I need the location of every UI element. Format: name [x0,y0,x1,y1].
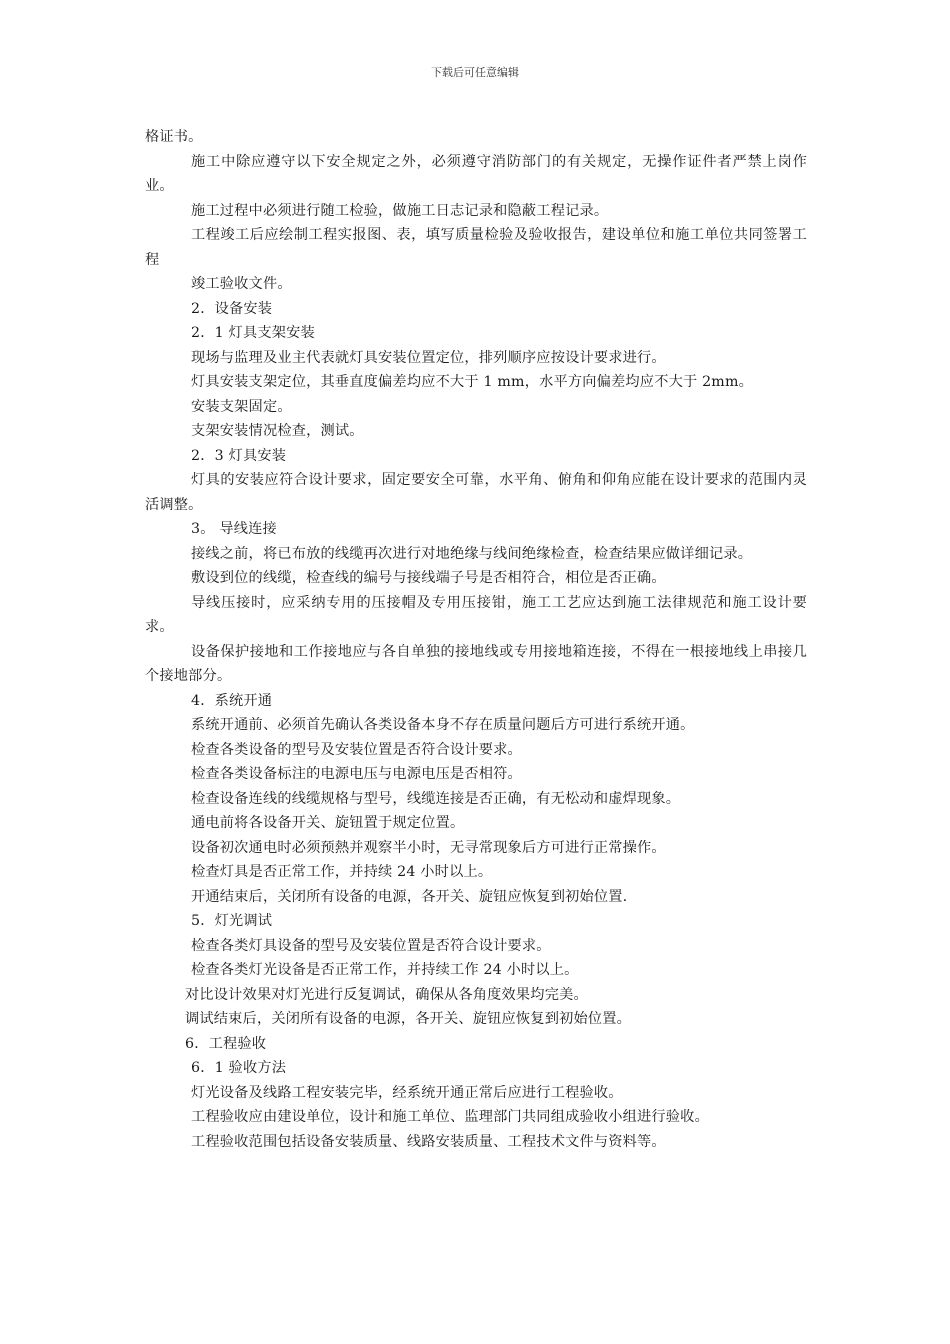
paragraph: 对比设计效果对灯光进行反复调试，确保从各角度效果均完美。 [185,986,588,1003]
section-heading: 4．系统开通 [191,692,273,709]
paragraph: 灯具安装支架定位，其垂直度偏差均应不大于 1 mm，水平方向偏差均应不大于 2mm。 [191,374,753,390]
paragraph: 开通结束后，关闭所有设备的电源，各开关、旋钮应恢复到初始位置. [191,888,628,905]
paragraph: 支架安装情况检查，测试。 [191,423,364,439]
paragraph: 检查灯具是否正常工作，并持续 24 小时以上。 [191,864,493,880]
paragraph: 工程竣工后应绘制工程实报图、表，填写质量检验及验收报告，建设单位和施工单位共同签署工程 [145,227,807,268]
paragraph: 工程验收应由建设单位，设计和施工单位、监理部门共同组成验收小组进行验收。 [191,1109,709,1125]
paragraph: 设备初次通电时必须预熱并观察半小时，无寻常现象后方可进行正常操作。 [191,839,666,856]
paragraph: 灯具的安装应符合设计要求，固定要安全可靠，水平角、俯角和仰角应能在设计要求的范围内灵活调整。 [145,472,807,513]
paragraph: 施工中除应遵守以下安全规定之外，必须遵守消防部门的有关规定，无操作证件者严禁上岗作业。 [145,153,807,194]
paragraph: 导线压接时，应采纳专用的压接帽及专用压接钳，施工工艺应达到施工法律规范和施工设计要求。 [145,594,807,635]
paragraph: 通电前将各设备开关、旋钮置于规定位置。 [191,815,465,831]
paragraph: 检查各类设备标注的电源电压与电源电压是否相符。 [191,766,522,782]
subsection-heading: 6．1 验收方法 [191,1060,287,1076]
subsection-heading: 2．1 灯具支架安装 [191,325,315,341]
section-heading: 5．灯光调试 [191,913,273,929]
section-heading: 6．工程验收 [185,1035,267,1052]
paragraph: 检查各类灯具设备的型号及安装位置是否符合设计要求。 [191,937,551,954]
paragraph: 现场与监理及业主代表就灯具安装位置定位，排列顺序应按设计要求进行。 [191,349,666,366]
paragraph: 施工过程中必须进行随工检验，做施工日志记录和隐蔽工程记录。 [191,202,609,219]
paragraph: 格证书。 [145,129,203,145]
document-body [145,125,807,1154]
paragraph: 安装支架固定。 [191,398,292,415]
paragraph: 检查各类灯光设备是否正常工作，并持续工作 24 小时以上。 [191,962,579,978]
paragraph: 系统开通前、必须首先确认各类设备本身不存在质量问题后方可进行系统开通。 [191,717,695,733]
paragraph: 工程验收范围包括设备安装质量、线路安装质量、工程技术文件与资料等。 [191,1133,666,1150]
paragraph: 检查各类设备的型号及安装位置是否符合设计要求。 [191,741,522,758]
paragraph: 调试结束后，关闭所有设备的电源，各开关、旋钮应恢复到初始位置。 [185,1011,632,1027]
section-heading: 3。 导线连接 [191,521,277,537]
paragraph: 竣工验收文件。 [191,276,292,292]
subsection-heading: 2．3 灯具安装 [191,447,287,464]
paragraph: 灯光设备及线路工程安装完毕，经系统开通正常后应进行工程验收。 [191,1084,623,1101]
section-heading: 2．设备安装 [191,300,273,317]
paragraph: 检查设备连线的线缆规格与型号，线缆连接是否正确，有无松动和虚焊现象。 [191,790,681,807]
paragraph: 敷设到位的线缆，检查线的编号与接线端子号是否相符合，相位是否正确。 [191,570,666,586]
paragraph: 设备保护接地和工作接地应与各自单独的接地线或专用接地箱连接，不得在一根接地线上串接几个接地部分。 [145,643,807,684]
page-header: 下载后可任意编辑 [431,66,519,79]
paragraph: 接线之前，将已布放的线缆再次进行对地绝缘与线间绝缘检查，检查结果应做详细记录。 [191,545,753,562]
